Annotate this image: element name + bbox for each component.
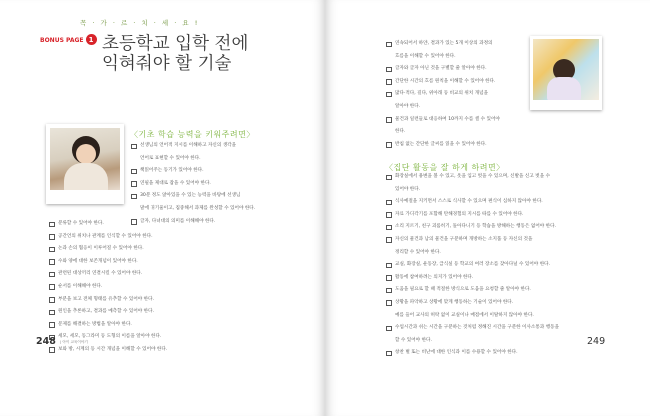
checkbox-icon [386, 326, 392, 332]
checklist-item-text: 흐름을 이해할 수 있어야 한다. [395, 53, 456, 59]
checklist-item-text: 말에 귀기울이고, 집중해서 과제를 완성할 수 있어야 한다. [140, 205, 256, 211]
checkbox-icon [386, 117, 392, 123]
checklist-item-text: 예를 들어 교사의 허락 없이 교실이나 매점에서 이탈하지 않아야 한다. [395, 312, 534, 318]
checklist-item-text: 글자, 다녀대의 의미를 이해해야 한다. [140, 218, 216, 224]
checkbox-icon [49, 284, 55, 290]
checklist-item-text: 화장실에서 용변을 볼 수 있고, 옷을 입고 벗을 수 있으며, 신발을 신고 벗을 수 [395, 174, 551, 179]
checklist-item [386, 297, 641, 310]
checkbox-icon [131, 181, 137, 187]
section-heading-basic-learning: 〈기초 학습 능력을 키워주려면〉 [130, 130, 255, 139]
checklist-item [386, 38, 526, 51]
checkbox-icon [49, 297, 55, 303]
checklist-item [49, 319, 319, 332]
checklist-item [131, 190, 321, 203]
checklist-item [386, 51, 526, 64]
checkbox-icon [131, 144, 137, 150]
checklist-item [386, 126, 526, 139]
checklist-item-text: 있어야 한다. [395, 186, 421, 192]
checklist-item [386, 247, 641, 260]
checkbox-icon [49, 272, 55, 278]
checklist-item [131, 178, 321, 191]
checklist-item-text: 책읽어주는 동기가 있어야 한다. [140, 168, 204, 174]
page-title [102, 34, 248, 74]
checklist-item-text: 수와 양에 대한 보존개념이 있어야 한다. [58, 258, 138, 264]
checklist-item-text: 세모, 세모, 동그라미 등 도형의 이름을 알아야 한다. [58, 334, 162, 340]
checklist-item-text: 연속되어서 하얀, 결과가 있는 5개 이상의 과정의 [395, 41, 493, 46]
checklist-item-text: 부분을 보고 전체 형태를 유추할 수 있어야 한다. [58, 296, 154, 302]
checklist-item-text: 활동에 참여하려는 의지가 있어야 한다. [395, 274, 474, 280]
checklist-item-text: 한다. [395, 129, 406, 135]
checklist-item [131, 165, 321, 178]
checklist-item [386, 171, 641, 184]
checklist-item [386, 234, 641, 247]
checklist-reading-readiness [386, 38, 526, 151]
page-title-line1: 초등학교 입학 전에 [102, 34, 249, 54]
checkbox-icon [386, 67, 392, 73]
checklist-item-text: 분류할 수 있어야 한다. [58, 221, 104, 226]
checklist-item [386, 184, 641, 197]
checklist-item-text: 알아야 한다. [395, 103, 421, 109]
checklist-group-activity [386, 171, 641, 360]
checklist-item [49, 231, 319, 244]
checklist-item-text: 자료 가디각기를 포함해 탄해경험의 지시를 따를 수 있어야 한다. [395, 211, 524, 217]
checklist-item [386, 259, 641, 272]
checkbox-icon [49, 347, 55, 353]
checklist-item-text: 창찬 벌 또는 비난에 대한 인식과 이를 수용할 수 있어야 한다. [395, 350, 518, 356]
child-photo-image [50, 128, 120, 190]
checklist-item-text: 선생님의 언어적 지시를 이해하고 자신의 생각을 [140, 143, 237, 148]
page-title-line2: 익혀줘야 할 기술 [102, 54, 232, 74]
checkbox-icon [49, 222, 55, 228]
checklist-item [49, 268, 319, 281]
checklist-item-text: 많다·적다, 길다, 위아래 등 비교의 위치 개념을 [395, 91, 489, 97]
checklist-item [49, 218, 319, 231]
checklist-item-text: 문제를 해결하는 방법을 알아야 한다. [58, 321, 132, 327]
checkbox-icon [386, 175, 392, 181]
checklist-item-text: 반침 없는 간단한 글씨를 읽을 수 있어야 한다. [395, 141, 487, 147]
checklist-item-text: 소리 지르기, 친구 괴롭히기, 돌아다니기 등 학습을 방해하는 행동은 없어야 한다. [395, 224, 556, 230]
checkbox-icon [386, 225, 392, 231]
checklist-item [131, 153, 321, 166]
checklist-item-text: 공간언의 위치나 관계를 인식할 수 있어야 한다. [58, 233, 153, 239]
checklist-item-text: 교실, 화장실, 운동장, 급식실 등 학교의 여러 장소를 찾아다닐 수 있어야 한다. [395, 262, 551, 268]
checklist-item [386, 284, 641, 297]
checkbox-icon [386, 200, 392, 206]
bonus-page-number: 1 [86, 34, 97, 45]
checklist-item [386, 209, 641, 222]
checkbox-icon [49, 259, 55, 265]
checkbox-icon [386, 79, 392, 85]
checklist-item-text: 정리할 수 있어야 한다. [395, 249, 441, 255]
checklist-item-text: 식사예절을 지키면서 스스로 식사할 수 있으며 편식이 심하지 않아야 한다. [395, 199, 543, 205]
kicker-text: 꼭 · 가 · 르 · 치 · 세 · 요 ! [80, 19, 200, 27]
child-photo-right [530, 36, 602, 110]
checklist-item [49, 344, 319, 357]
checklist-item [386, 310, 641, 323]
checkbox-icon [131, 194, 137, 200]
checklist-item [386, 88, 526, 101]
checklist-item [386, 139, 526, 152]
checkbox-icon [49, 310, 55, 316]
checklist-item [49, 306, 319, 319]
checklist-item-text: 원인을 추론하고, 결과를 예측할 수 있어야 한다. [58, 309, 154, 315]
checklist-item-text: 언어로 표현할 수 있어야 한다. [140, 155, 201, 161]
checklist-item [386, 63, 526, 76]
checklist-item [386, 101, 526, 114]
checklist-item [49, 331, 319, 344]
checkbox-icon [386, 288, 392, 294]
checklist-item [386, 114, 526, 127]
checkbox-icon [386, 42, 392, 48]
bonus-page-label: BONUS PAGE [40, 37, 84, 44]
checklist-item-text: 물건과 일련들로 대응하여 10까지 수를 셀 수 있어야 [395, 116, 500, 122]
page-number-right: 249 [587, 336, 606, 347]
checkbox-icon [386, 212, 392, 218]
checklist-item [386, 196, 641, 209]
checklist-item [49, 281, 319, 294]
page-number-left: 248 [36, 336, 56, 347]
checkbox-icon [386, 300, 392, 306]
child-photo-left [46, 124, 124, 204]
checklist-item [386, 76, 526, 89]
checklist-item-text: 상황을 파악하고 상황에 맞게 행동하는 기술이 있어야 한다. [395, 299, 514, 305]
checklist-item [386, 272, 641, 285]
checklist-item [386, 322, 641, 335]
checklist-item-text: 자신의 물건과 남의 물건을 구분하며 개방하는 소지품 등 자신의 것을 [395, 236, 533, 242]
checklist-item [49, 243, 319, 256]
checkbox-icon [49, 247, 55, 253]
checklist-item-text: 연필을 제대로 잡을 수 있어야 한다. [140, 180, 211, 186]
checklist-item-text: 간단한 시간의 흐름 원칙을 이해할 수 있어야 한다. [395, 78, 496, 84]
checklist-item-text: 도움을 필요로 할 때 적절한 방식으로 도움을 요청할 줄 알아야 한다. [395, 287, 531, 293]
bonus-page-badge [40, 33, 97, 45]
checklist-item [386, 347, 641, 360]
checklist-item [131, 203, 321, 216]
checklist-item-text: 30분 정도 앉아있을 수 있는 능력을 바탕에 선생님 [140, 193, 241, 199]
checklist-item-text: 글자와 글자 아닌 것을 구별할 줄 알아야 한다. [395, 66, 487, 72]
checkbox-icon [49, 234, 55, 240]
checkbox-icon [49, 322, 55, 328]
running-footer-left: | 아이 교육이야기 [60, 340, 88, 344]
checkbox-icon [386, 237, 392, 243]
checklist-cognitive [49, 218, 319, 357]
checklist-item-text: 수업시간과 쉬는 시간을 구분하는 것처럼 정해진 시간을 구분한 이사소통과 행동을 [395, 325, 560, 331]
checklist-item [131, 140, 321, 153]
checklist-item-text: 보와 방, 시계의 등 시간 개념을 이해할 수 있어야 한다. [58, 346, 168, 352]
checklist-item-text: 관련된 대상끼리 연결시킬 수 있어야 한다. [58, 271, 143, 277]
checkbox-icon [386, 351, 392, 357]
child-photo-right-image [533, 39, 599, 100]
checkbox-icon [386, 275, 392, 281]
checklist-item [49, 256, 319, 269]
checklist-item-text: 논과 손의 협응이 이루어질 수 있어야 한다. [58, 246, 144, 252]
checkbox-icon [386, 92, 392, 98]
checkbox-icon [131, 169, 137, 175]
checklist-item-text: 순서를 이해해야 한다. [58, 283, 103, 289]
checklist-item [49, 294, 319, 307]
checkbox-icon [386, 263, 392, 269]
checkbox-icon [386, 142, 392, 148]
section-heading-group-activity: 〈집단 활동을 잘 하게 하려면〉 [385, 163, 505, 172]
checklist-basic-learning [131, 140, 321, 228]
checklist-item-text: 할 수 있어야 한다. [395, 337, 432, 343]
checklist-item [386, 221, 641, 234]
